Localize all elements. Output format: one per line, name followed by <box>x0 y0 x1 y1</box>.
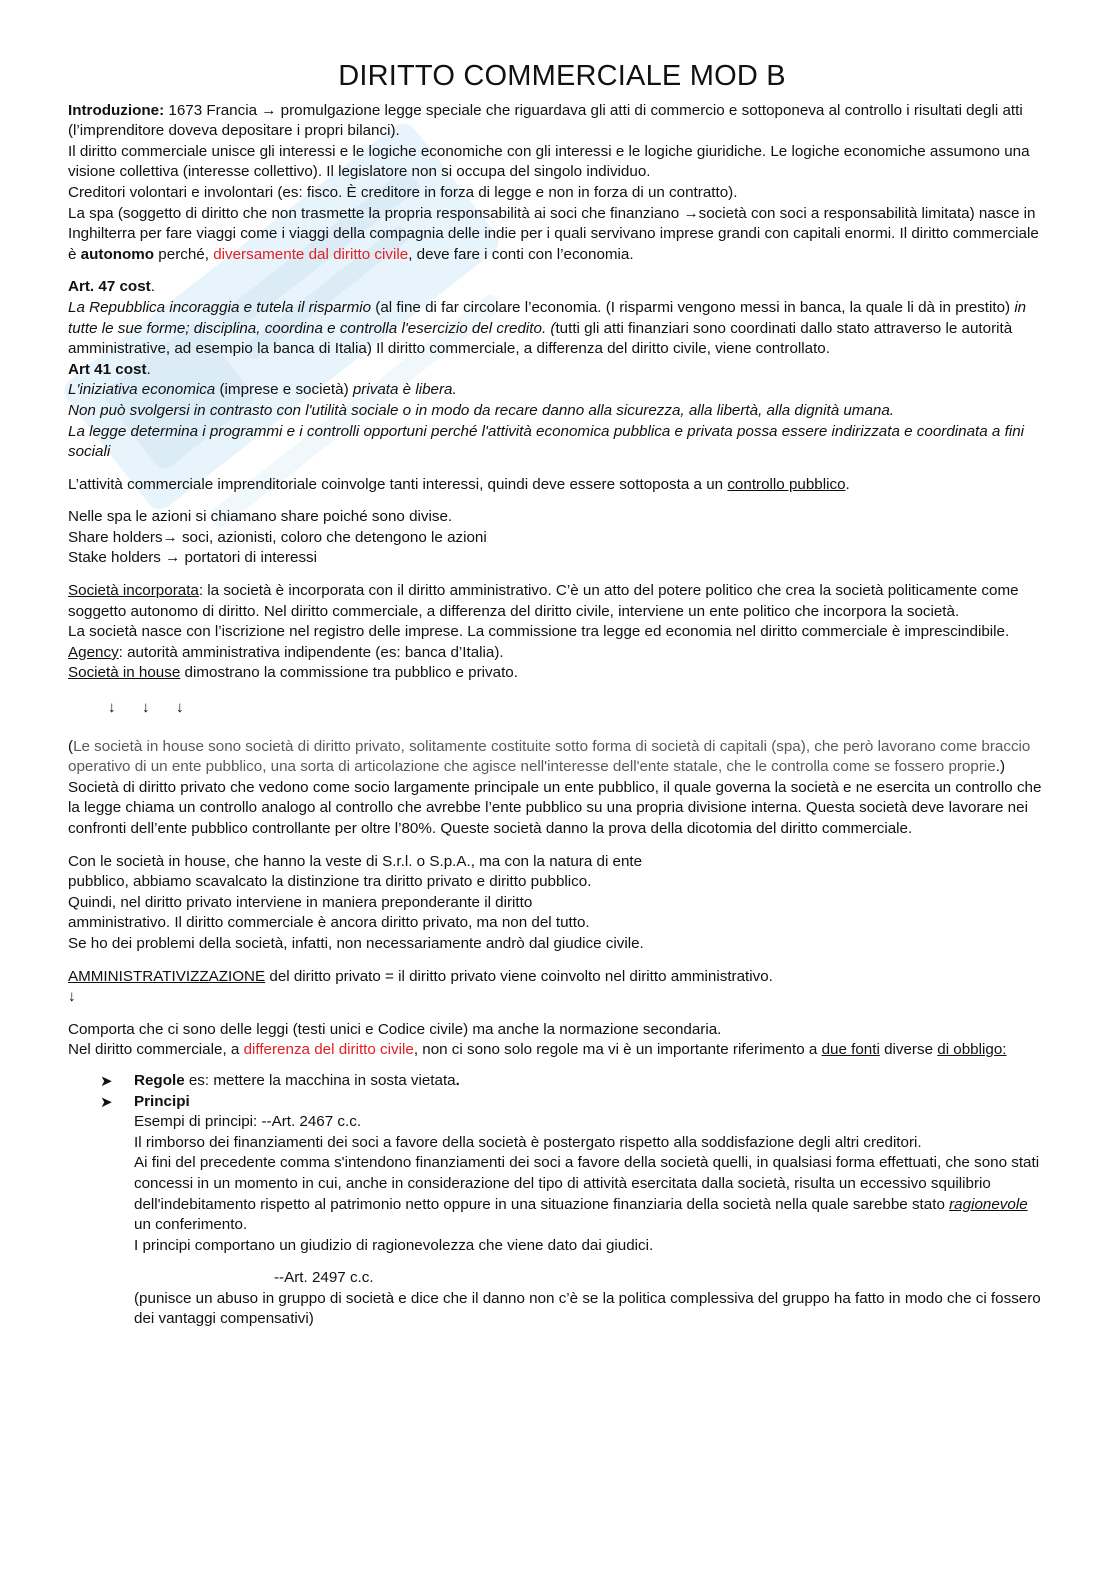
principi-line1: Esempi di principi: --Art. 2467 c.c. <box>134 1113 362 1131</box>
arrow-bullet-icon: ➤ <box>100 1072 113 1090</box>
list-item: ➤ Regole es: mettere la macchina in sosta vietata. <box>100 1071 1046 1092</box>
incorporata-p2: La società nasce con l’iscrizione nel registro delle imprese. La commissione tra legge ed economia nel diritto commerciale è imprescindibile. <box>68 623 1010 641</box>
principi-line2: Il rimborso dei finanziamenti dei soci a favore della società è postergato rispetto alla soddisfazione degli altri creditori. <box>134 1133 922 1151</box>
principi-line4: I principi comportano un giudizio di ragionevolezza che viene dato dai giudici. <box>134 1236 654 1254</box>
inhouse-paragraph: (Le società in house sono società di diritto privato, solitamente costituite sotto forma di società di capitali (spa), che però lavorano come braccio operativo di un ente pubblico, una sorta di articolazione che agisce nell'interesse dell'ente statale, che le controlla come se fossero proprie.) Società di diritto privato che vedono come socio largamente principale un ente pubblico, il quale governa la società e ne esercita un controllo che la legge chiama un controllo analogo al controllo che avrebbe l’ente pubblico su una propria divisione interna. Questa società deve lavorare nei confronti dell’ente pubblico controllante per oltre l’80%. Queste società danno la prova della dicotomia del diritto commerciale. <box>68 737 1042 837</box>
share-line2: Share holders→ soci, azionisti, coloro che detengono le azioni <box>68 528 487 546</box>
art47-heading: Art. 47 cost. <box>68 278 155 296</box>
srl-line2: pubblico, abbiamo scavalcato la distinzione tra diritto privato e diritto pubblico. <box>68 873 592 891</box>
arrow-bullet-icon: ➤ <box>100 1093 113 1111</box>
down-arrow-icon: ↓ <box>142 699 150 717</box>
fonti-list <box>68 1071 1046 1112</box>
page-title: DIRITTO COMMERCIALE MOD B <box>338 60 786 92</box>
comporta-line2: Nel diritto commerciale, a differenza del diritto civile, non ci sono solo regole ma vi è un importante riferimento a due fonti diverse di obbligo: <box>68 1041 1007 1059</box>
principi-block <box>68 1112 1046 1330</box>
down-arrows <box>68 698 1046 719</box>
attivita-text: L’attività commerciale imprenditoriale coinvolge tanti interessi, quindi deve essere sottoposta a un controllo pubblico. <box>68 475 850 493</box>
art47-text: La Repubblica incoraggia e tutela il risparmio (al fine di far circolare l’economia. (I risparmi vengono messi in banca, la quale li dà in prestito) in tutte le sue forme; disciplina, coordina e controlla l'esercizio del credito. (tutti gli atti finanziari sono coordinati dallo stato attraverso le autorità amministrative, ad esempio la banca di Italia) Il diritto commerciale, a differenza del diritto civile, viene controllato. <box>68 298 1027 358</box>
intro-p1: Introduzione: 1673 Francia → promulgazione legge speciale che riguardava gli atti di commercio e sottoponeva al controllo i risultati degli atti (l’imprenditore doveva depositare i propri bilanci). <box>68 101 1023 140</box>
intro-p3: Creditori volontari e involontari (es: fisco. È creditore in forza di legge e non in forza di un contratto). <box>68 183 738 201</box>
down-arrow-icon: ↓ <box>176 699 184 717</box>
principi-line3: Ai fini del precedente comma s'intendono finanziamenti dei soci a favore della società quelli, in qualsiasi forma effettuati, che sono stati concessi in un momento in cui, anche in considerazione del tipo di attività esercitata dalla società, risulta un eccessivo squilibrio dell'indebitamento rispetto al patrimonio netto oppure in una situazione finanziaria della società nella quale sarebbe stato ragionevole un conferimento. <box>134 1154 1040 1234</box>
srl-line3: Quindi, nel diritto privato interviene in maniera preponderante il diritto <box>68 893 533 911</box>
down-arrow-icon: ↓ <box>68 988 76 1006</box>
share-line3: Stake holders → portatori di interessi <box>68 549 318 567</box>
srl-line5: Se ho dei problemi della società, infatti, non necessariamente andrò dal giudice civile. <box>68 934 644 952</box>
srl-line1: Con le società in house, che hanno la veste di S.r.l. o S.p.A., ma con la natura di ente <box>68 852 643 870</box>
agency-line: Agency: autorità amministrativa indipendente (es: banca d’Italia). <box>68 643 504 661</box>
intro-p2: Il diritto commerciale unisce gli interessi e le logiche economiche con gli interessi e le logiche giuridiche. Le logiche economiche assumono una visione collettiva (interesse collettivo). Il legislatore non si occupa del singolo individuo. <box>68 142 1030 181</box>
share-line1: Nelle spa le azioni si chiamano share poiché sono divise. <box>68 508 453 526</box>
amministrativizzazione-text: AMMINISTRATIVIZZAZIONE del diritto privato = il diritto privato viene coinvolto nel diritto amministrativo. <box>68 967 773 985</box>
intro-label: Introduzione: <box>68 101 165 119</box>
art41-line1: L'iniziativa economica (imprese e società) privata è libera. <box>68 381 457 399</box>
incorporata-p1: Società incorporata: la società è incorporata con il diritto amministrativo. C’è un atto del potere politico che crea la società politicamente come soggetto autonomo di diritto. Nel diritto commerciale, a differenza del diritto civile, interviene un ente politico che incorpora la società. <box>68 582 1019 620</box>
art41-line2: Non può svolgersi in contrasto con l'utilità sociale o in modo da recare danno alla sicurezza, alla libertà, alla dignità umana. <box>68 401 895 419</box>
document-page <box>68 60 1046 1330</box>
list-item: ➤ Principi <box>100 1092 1046 1113</box>
art41-line3: La legge determina i programmi e i controlli opportuni perché l'attività economica pubblica e privata possa essere indirizzata e coordinata a fini sociali <box>68 422 1025 461</box>
intro-p4: La spa (soggetto di diritto che non trasmette la propria responsabilità ai soci che finanziano →società con soci a responsabilità limitata) nasce in Inghilterra per fare viaggi come i viaggi della compagnia delle indie per i quali servivano imprese grandi con capitali enormi. Il diritto commerciale è autonomo perché, diversamente dal diritto civile, deve fare i conti con l’economia. <box>68 204 1039 263</box>
principi-line5: --Art. 2497 c.c. <box>274 1269 374 1287</box>
comporta-line1: Comporta che ci sono delle leggi (testi unici e Codice civile) ma anche la normazione secondaria. <box>68 1020 722 1038</box>
inhouse-line: Società in house dimostrano la commissione tra pubblico e privato. <box>68 664 518 682</box>
art41-heading: Art 41 cost. <box>68 360 151 378</box>
srl-line4: amministrativo. Il diritto commerciale è ancora diritto privato, ma non del tutto. <box>68 914 590 932</box>
principi-line6: (punisce un abuso in gruppo di società e dice che il danno non c’è se la politica complessiva del gruppo ha fatto in modo che ci fossero dei vantaggi compensativi) <box>134 1289 1041 1328</box>
down-arrow-icon: ↓ <box>108 699 116 717</box>
